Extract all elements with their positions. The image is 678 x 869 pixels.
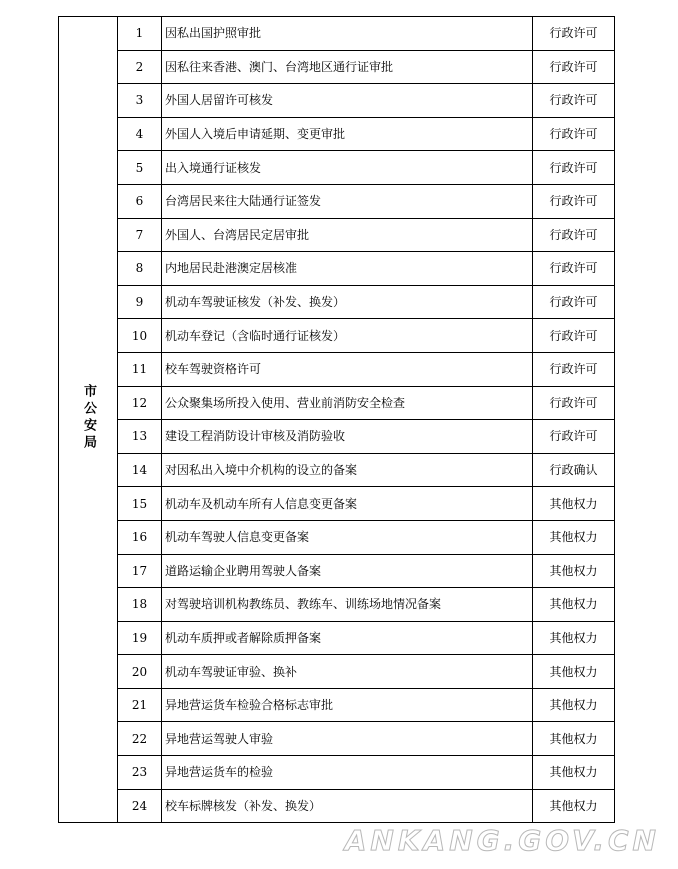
power-list-table: [58, 16, 615, 823]
row-number: 19: [118, 621, 162, 655]
table-row: [59, 151, 615, 185]
power-item-name: 机动车驾驶证核发（补发、换发）: [162, 285, 533, 319]
power-item-name: 机动车及机动车所有人信息变更备案: [162, 487, 533, 521]
table-row: [59, 352, 615, 386]
power-type: 行政许可: [533, 285, 615, 319]
power-item-name: 对驾驶培训机构教练员、教练车、训练场地情况备案: [162, 588, 533, 622]
power-type: 行政许可: [533, 218, 615, 252]
power-item-name: 因私往来香港、澳门、台湾地区通行证审批: [162, 50, 533, 84]
power-type: 其他权力: [533, 588, 615, 622]
power-type: 其他权力: [533, 487, 615, 521]
row-number: 3: [118, 84, 162, 118]
power-type: 其他权力: [533, 520, 615, 554]
power-item-name: 外国人、台湾居民定居审批: [162, 218, 533, 252]
table-row: [59, 184, 615, 218]
row-number: 10: [118, 319, 162, 353]
power-list-sheet: [58, 16, 614, 823]
table-row: [59, 554, 615, 588]
row-number: 8: [118, 252, 162, 286]
table-row: [59, 588, 615, 622]
row-number: 22: [118, 722, 162, 756]
power-item-name: 异地营运驾驶人审验: [162, 722, 533, 756]
power-item-name: 外国人居留许可核发: [162, 84, 533, 118]
power-item-name: 内地居民赴港澳定居核准: [162, 252, 533, 286]
table-row: [59, 621, 615, 655]
row-number: 18: [118, 588, 162, 622]
table-row: [59, 655, 615, 689]
power-item-name: 建设工程消防设计审核及消防验收: [162, 420, 533, 454]
row-number: 2: [118, 50, 162, 84]
row-number: 17: [118, 554, 162, 588]
table-row: [59, 285, 615, 319]
table-row: [59, 218, 615, 252]
table-row: [59, 520, 615, 554]
power-type: 行政确认: [533, 453, 615, 487]
power-item-name: 异地营运货车检验合格标志审批: [162, 688, 533, 722]
power-type: 其他权力: [533, 554, 615, 588]
power-type: 其他权力: [533, 789, 615, 823]
power-item-name: 台湾居民来往大陆通行证签发: [162, 184, 533, 218]
power-type: 其他权力: [533, 756, 615, 790]
table-row: [59, 722, 615, 756]
row-number: 20: [118, 655, 162, 689]
power-type: 行政许可: [533, 252, 615, 286]
power-item-name: 对因私出入境中介机构的设立的备案: [162, 453, 533, 487]
power-type: 行政许可: [533, 319, 615, 353]
site-watermark: ANKANG.GOV.CN: [344, 824, 660, 857]
table-row: [59, 17, 615, 51]
power-item-name: 校车标牌核发（补发、换发）: [162, 789, 533, 823]
table-row: [59, 252, 615, 286]
department-label: 市公安局: [81, 383, 96, 452]
table-row: [59, 789, 615, 823]
row-number: 7: [118, 218, 162, 252]
row-number: 23: [118, 756, 162, 790]
row-number: 15: [118, 487, 162, 521]
power-type: 行政许可: [533, 184, 615, 218]
power-item-name: 机动车登记（含临时通行证核发）: [162, 319, 533, 353]
table-row: [59, 420, 615, 454]
table-row: [59, 84, 615, 118]
row-number: 21: [118, 688, 162, 722]
table-row: [59, 756, 615, 790]
power-item-name: 出入境通行证核发: [162, 151, 533, 185]
power-item-name: 公众聚集场所投入使用、营业前消防安全检查: [162, 386, 533, 420]
power-type: 行政许可: [533, 17, 615, 51]
power-type: 行政许可: [533, 151, 615, 185]
table-row: [59, 487, 615, 521]
row-number: 14: [118, 453, 162, 487]
power-item-name: 机动车质押或者解除质押备案: [162, 621, 533, 655]
table-row: [59, 319, 615, 353]
department-cell: [59, 17, 118, 823]
row-number: 11: [118, 352, 162, 386]
power-type: 行政许可: [533, 84, 615, 118]
power-type: 行政许可: [533, 420, 615, 454]
power-item-name: 异地营运货车的检验: [162, 756, 533, 790]
power-item-name: 机动车驾驶人信息变更备案: [162, 520, 533, 554]
power-type: 其他权力: [533, 655, 615, 689]
table-row: [59, 50, 615, 84]
power-type: 行政许可: [533, 386, 615, 420]
table-row: [59, 688, 615, 722]
row-number: 6: [118, 184, 162, 218]
power-item-name: 道路运输企业聘用驾驶人备案: [162, 554, 533, 588]
power-type: 其他权力: [533, 621, 615, 655]
power-type: 行政许可: [533, 50, 615, 84]
power-type: 行政许可: [533, 117, 615, 151]
power-item-name: 外国人入境后申请延期、变更审批: [162, 117, 533, 151]
power-type: 其他权力: [533, 722, 615, 756]
power-type: 行政许可: [533, 352, 615, 386]
row-number: 13: [118, 420, 162, 454]
power-list-body: [59, 17, 615, 823]
row-number: 1: [118, 17, 162, 51]
table-row: [59, 453, 615, 487]
power-item-name: 校车驾驶资格许可: [162, 352, 533, 386]
table-row: [59, 117, 615, 151]
power-type: 其他权力: [533, 688, 615, 722]
row-number: 9: [118, 285, 162, 319]
power-item-name: 因私出国护照审批: [162, 17, 533, 51]
row-number: 12: [118, 386, 162, 420]
row-number: 16: [118, 520, 162, 554]
row-number: 4: [118, 117, 162, 151]
row-number: 5: [118, 151, 162, 185]
row-number: 24: [118, 789, 162, 823]
power-item-name: 机动车驾驶证审验、换补: [162, 655, 533, 689]
table-row: [59, 386, 615, 420]
